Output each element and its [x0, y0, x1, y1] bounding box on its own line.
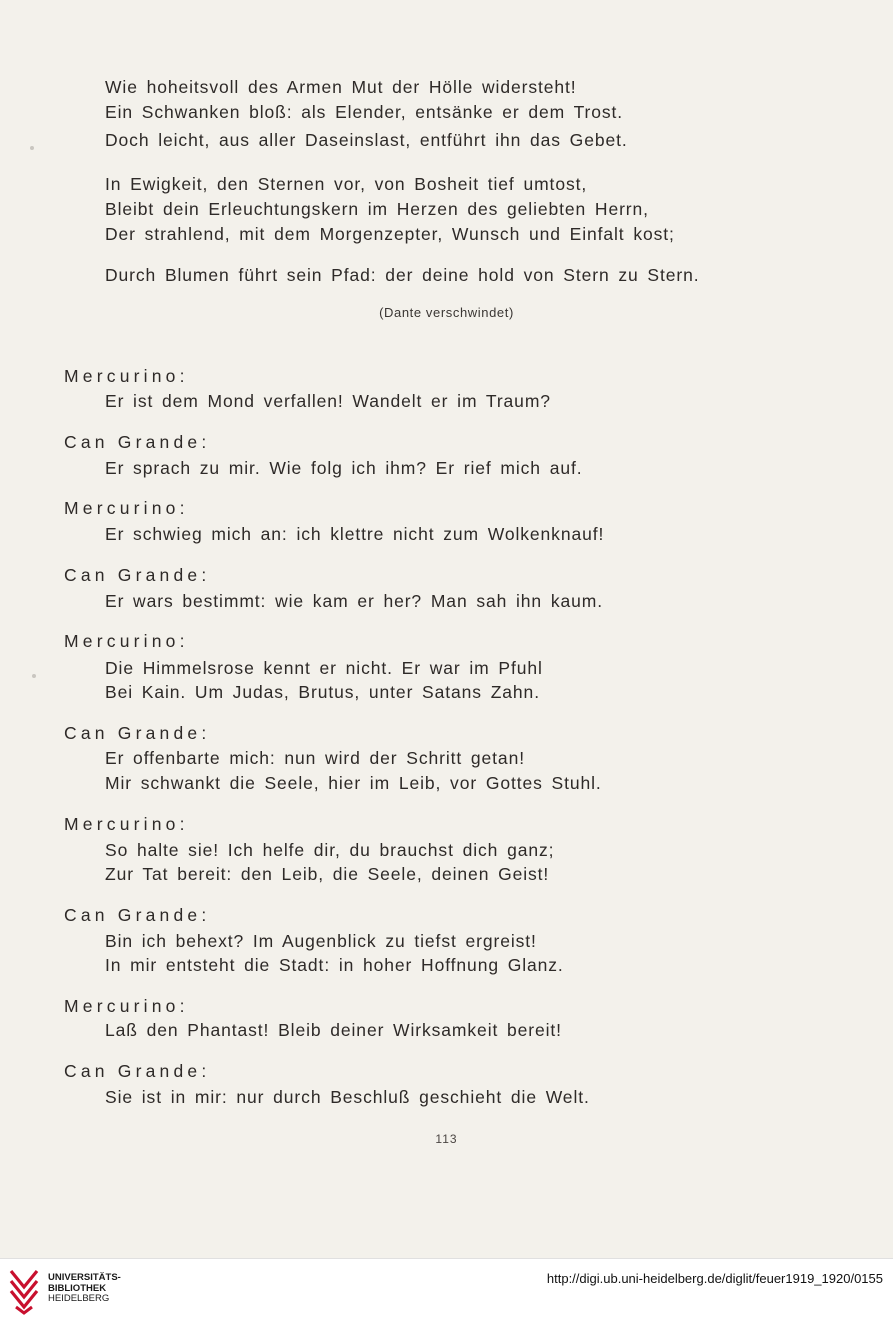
verse-line: Wie hoheitsvoll des Armen Mut der Hölle widersteht! [105, 77, 577, 97]
speaker-name: Can Grande: [64, 565, 211, 585]
stage-direction: (Dante verschwindet) [379, 305, 514, 320]
speaker-name: Can Grande: [64, 905, 211, 925]
verse-line: Durch Blumen führt sein Pfad: der deine hold von Stern zu Stern. [105, 265, 700, 285]
dialogue-line: Bei Kain. Um Judas, Brutus, unter Satans Zahn. [105, 682, 540, 702]
speaker-name: Mercurino: [64, 631, 189, 651]
page-number: 113 [435, 1132, 458, 1146]
dialogue-line: So halte sie! Ich helfe dir, du brauchst dich ganz; [105, 840, 555, 860]
speaker-name: Mercurino: [64, 498, 189, 518]
dialogue-line: Laß den Phantast! Bleib deiner Wirksamkeit bereit! [105, 1020, 562, 1040]
dialogue-line: Er ist dem Mond verfallen! Wandelt er im Traum? [105, 391, 551, 411]
dialogue-line: Bin ich behext? Im Augenblick zu tiefst ergreist! [105, 931, 537, 951]
dialogue-line: Die Himmelsrose kennt er nicht. Er war im Pfuhl [105, 658, 543, 678]
verse-line: Ein Schwanken bloß: als Elender, entsänke er dem Trost. [105, 102, 624, 122]
paper-speck [32, 674, 36, 678]
verse-line: Doch leicht, aus aller Daseinslast, entführt ihn das Gebet. [105, 130, 628, 150]
library-name-line: HEIDELBERG [48, 1293, 110, 1304]
library-name-line: UNIVERSITÄTS- [48, 1272, 121, 1283]
speaker-name: Mercurino: [64, 814, 189, 834]
speaker-name: Mercurino: [64, 366, 189, 386]
source-url-link[interactable]: http://digi.ub.uni-heidelberg.de/diglit/feuer1919_1920/0155 [546, 1271, 883, 1286]
library-name[interactable] [48, 1273, 121, 1305]
speaker-name: Can Grande: [64, 1061, 211, 1081]
dialogue-line: Sie ist in mir: nur durch Beschluß geschieht die Welt. [105, 1087, 590, 1107]
verse-line: In Ewigkeit, den Sternen vor, von Bosheit tief umtost, [105, 174, 588, 194]
footer-bar [0, 1258, 893, 1323]
dialogue-line: Er offenbarte mich: nun wird der Schritt getan! [105, 748, 525, 768]
verse-line: Der strahlend, mit dem Morgenzepter, Wunsch und Einfalt kost; [105, 224, 675, 244]
library-name-line: BIBLIOTHEK [48, 1282, 107, 1294]
dialogue-line: Er sprach zu mir. Wie folg ich ihm? Er rief mich auf. [105, 458, 583, 478]
paper-speck [30, 146, 34, 150]
dialogue-line: Zur Tat bereit: den Leib, die Seele, deinen Geist! [105, 864, 550, 884]
dialogue-line: Er wars bestimmt: wie kam er her? Man sah ihn kaum. [105, 591, 603, 611]
dialogue-line: Mir schwankt die Seele, hier im Leib, vor Gottes Stuhl. [105, 773, 602, 793]
speaker-name: Can Grande: [64, 723, 211, 743]
speaker-name: Mercurino: [64, 996, 189, 1016]
university-library-logo-icon[interactable] [8, 1267, 40, 1315]
verse-line: Bleibt dein Erleuchtungskern im Herzen des geliebten Herrn, [105, 199, 649, 219]
dialogue-line: In mir entsteht die Stadt: in hoher Hoffnung Glanz. [105, 955, 564, 975]
speaker-name: Can Grande: [64, 432, 211, 452]
dialogue-line: Er schwieg mich an: ich klettre nicht zum Wolkenknauf! [105, 524, 605, 544]
